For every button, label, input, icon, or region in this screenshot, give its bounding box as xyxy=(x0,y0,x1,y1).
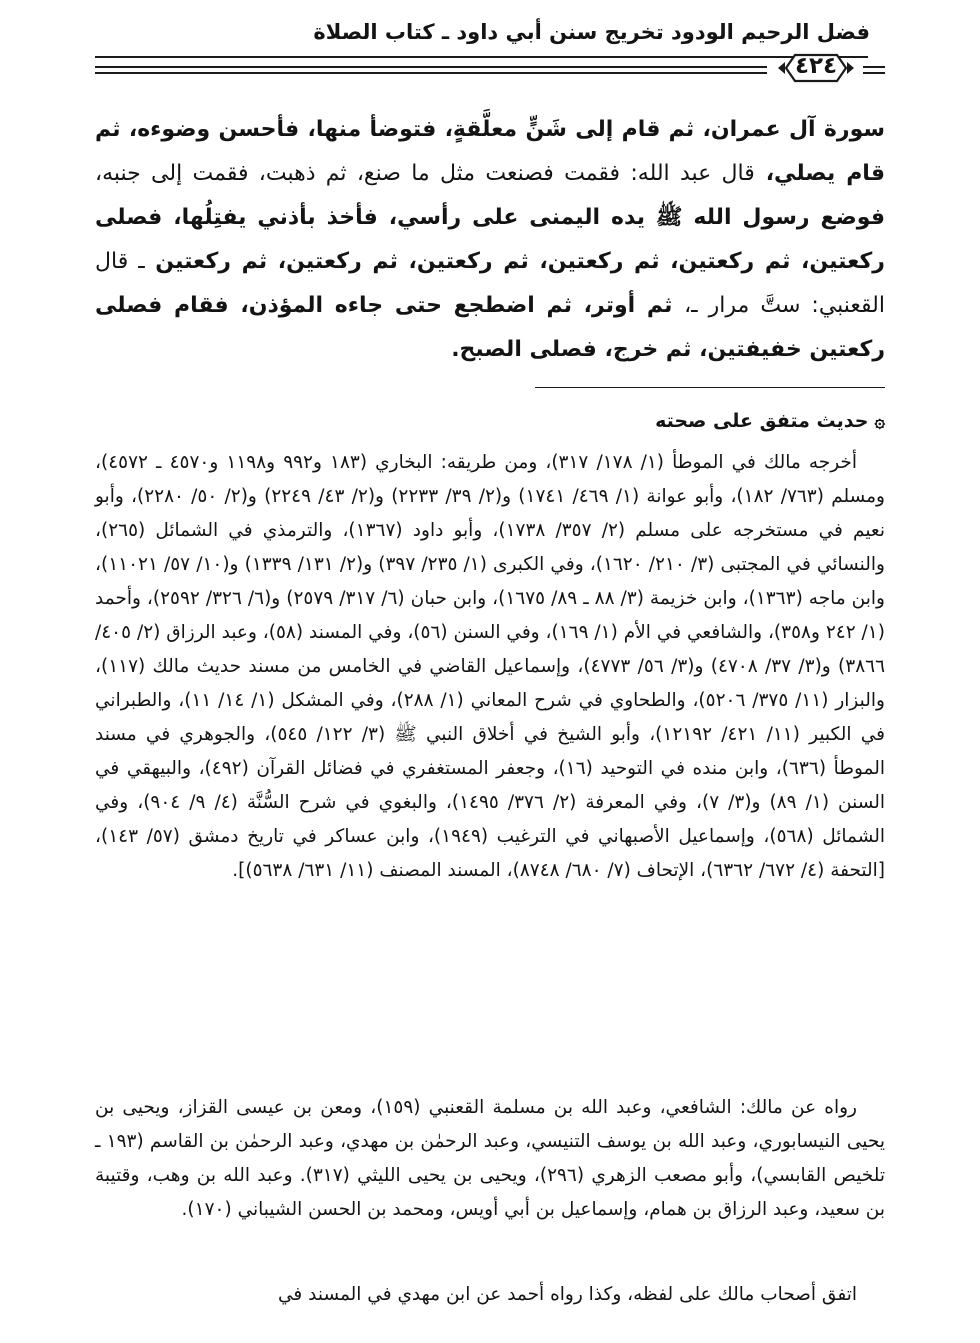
header-double-rule xyxy=(863,72,885,74)
hadith-text-regular: قال عبد الله: فقمت فصنعت مثل ما صنع، ثم ذهبت، فقمت إلى جنبه، xyxy=(95,161,755,186)
hadith-text-regular: ـ قال القعنبي: ستَّ مرار ـ، xyxy=(95,249,885,318)
takhrij-narrators xyxy=(95,1091,885,1227)
hadith-text-bold: سورة آل عمران، ثم قام إلى شَنٍّ معلَّقةٍ، فتوضأ منها، فأحسن وضوءه، ثم قام يصلي، xyxy=(95,117,885,186)
hadith-text-bold: فوضع رسول الله ﷺ يده اليمنى على رأسي، فأخذ بأذني يفتِلُها، فصلى ركعتين، ثم ركعتين، ثم ركعتين، ثم ركعتين، ثم ركعتين، ثم ركعتين xyxy=(95,205,885,274)
takhrij-heading-text: حديث متفق على صحته xyxy=(655,410,869,432)
takhrij-agreement xyxy=(95,1278,885,1312)
sources-paragraph: أخرجه مالك في الموطأ (١/ ١٧٨/ ٣١٧)، ومن طريقه: البخاري (١٨٣ و٩٩٢ و١١٩٨ و٤٥٧٠ ـ ٤٥٧٢)، ومسلم (٧٦٣/ ١٨٢)، وأبو عوانة (١/ ٤٦٩/ ١٧٤١) و(٢/ ٣٩/ ٢٢٣٣) و(٢/ ٤٣/ ٢٢٤٩) و(٢/ ٥٠/ ٢٢٨٠)، وأبو نعيم في مستخرجه على مسلم (٢/ ٣٥٧/ ١٧٣٨)، وأبو داود (١٣٦٧)، والترمذي في الشمائل (٢٦٥)، والنسائي في المجتبى (٣/ ٢١٠/ ١٦٢٠)، وفي الكبرى (١/ ٢٣٥/ ٣٩٧) و(٢/ ١٣١/ ١٣٣٩) و(١٠/ ٥٧/ ١١٠٢١)، وابن ماجه (١٣٦٣)، وابن خزيمة (٣/ ٨٨ ـ ٨٩/ ١٦٧٥)، وابن حبان (٦/ ٣١٧/ ٢٥٧٩) و(٦/ ٣٢٦/ ٢٥٩٢)، وأحمد (١/ ٢٤٢ و٣٥٨)، والشافعي في الأم (١/ ١٦٩)، وفي السنن (٥٦)، وفي المسند (٥٨)، وعبد الرزاق (٢/ ٤٠٥/ ٣٨٦٦) و(٣/ ٣٧/ ٤٧٠٨) و(٣/ ٥٦/ ٤٧٧٣)، وإسماعيل القاضي في الخامس من مسند حديث مالك (١١٧)، والبزار (١١/ ٣٧٥/ ٥٢٠٦)، والطحاوي في شرح المعاني (١/ ٢٨٨)، وفي المشكل (١/ ١٤/ ١١)، والطبراني في الكبير (١١/ ٤٢١/ ١٢١٩٢)، وأبو الشيخ في أخلاق النبي ﷺ (٣/ ١٢٢/ ٥٤٥)، والجوهري في مسند الموطأ (٦٣٦)، وابن منده في التوحيد (١٦)، وجعفر المستغفري في فضائل القرآن (٤٩٢)، والبيهقي في السنن (١/ ٨٩) و(٣/ ٧)، وفي المعرفة (٢/ ٣٧٦/ ١٤٩٥)، والبغوي في شرح السُّنَّة (٤/ ٩/ ٩٠٤)، وفي الشمائل (٥٦٨)، وإسماعيل الأصبهاني في الترغيب (١٩٤٩)، وابن عساكر في تاريخ دمشق (٥٧/ ١٤٣)، [التحفة (٤/ ٦٧٢/ ٦٣٦٢)، الإتحاف (٧/ ٦٨٠/ ٨٧٤٨)، المسند المصنف (١١/ ٦٣١/ ٥٦٣٨)]. xyxy=(95,452,886,881)
page-number-ornament xyxy=(776,51,856,85)
header-double-rule xyxy=(95,72,767,74)
bullet-ornament-icon: ۞ xyxy=(874,411,885,432)
narrators-paragraph: رواه عن مالك: الشافعي، وعبد الله بن مسلمة القعنبي (١٥٩)، ومعن بن عيسى القزاز، ويحيى بن يحيى النيسابوري، وعبد الله بن يوسف التنيسي، وعبد الرحمٰن بن مهدي، وعبد الرحمٰن بن القاسم (١٩٣ ـ تلخيص القابسي)، وأبو مصعب الزهري (٢٩٦)، ويحيى بن يحيى الليثي (٣١٧). وعبد الله بن وهب، وقتيبة بن سعيد، وعبد الرزاق بن همام، وإسماعيل بن أبي أويس، ومحمد بن الحسن الشيباني (١٧٠). xyxy=(95,1097,885,1220)
header-rule xyxy=(95,56,868,58)
takhrij-sources xyxy=(95,446,885,888)
hadith-text xyxy=(95,108,885,372)
header-double-rule xyxy=(95,66,767,68)
hadith-text-bold: ثم أوتر، ثم اضطجع حتى جاءه المؤذن، فقام فصلى ركعتين خفيفتين، ثم خرج، فصلى الصبح. xyxy=(95,293,885,362)
running-header-title: فضل الرحيم الودود تخريج سنن أبي داود ـ كتاب الصلاة xyxy=(313,20,870,44)
footnote-separator xyxy=(535,387,885,388)
takhrij-heading xyxy=(655,410,885,432)
header-double-rule xyxy=(863,66,885,68)
agreement-paragraph: اتفق أصحاب مالك على لفظه، وكذا رواه أحمد عن ابن مهدي في المسند في xyxy=(278,1284,857,1305)
page-number: ٤٢٤ xyxy=(794,53,838,79)
